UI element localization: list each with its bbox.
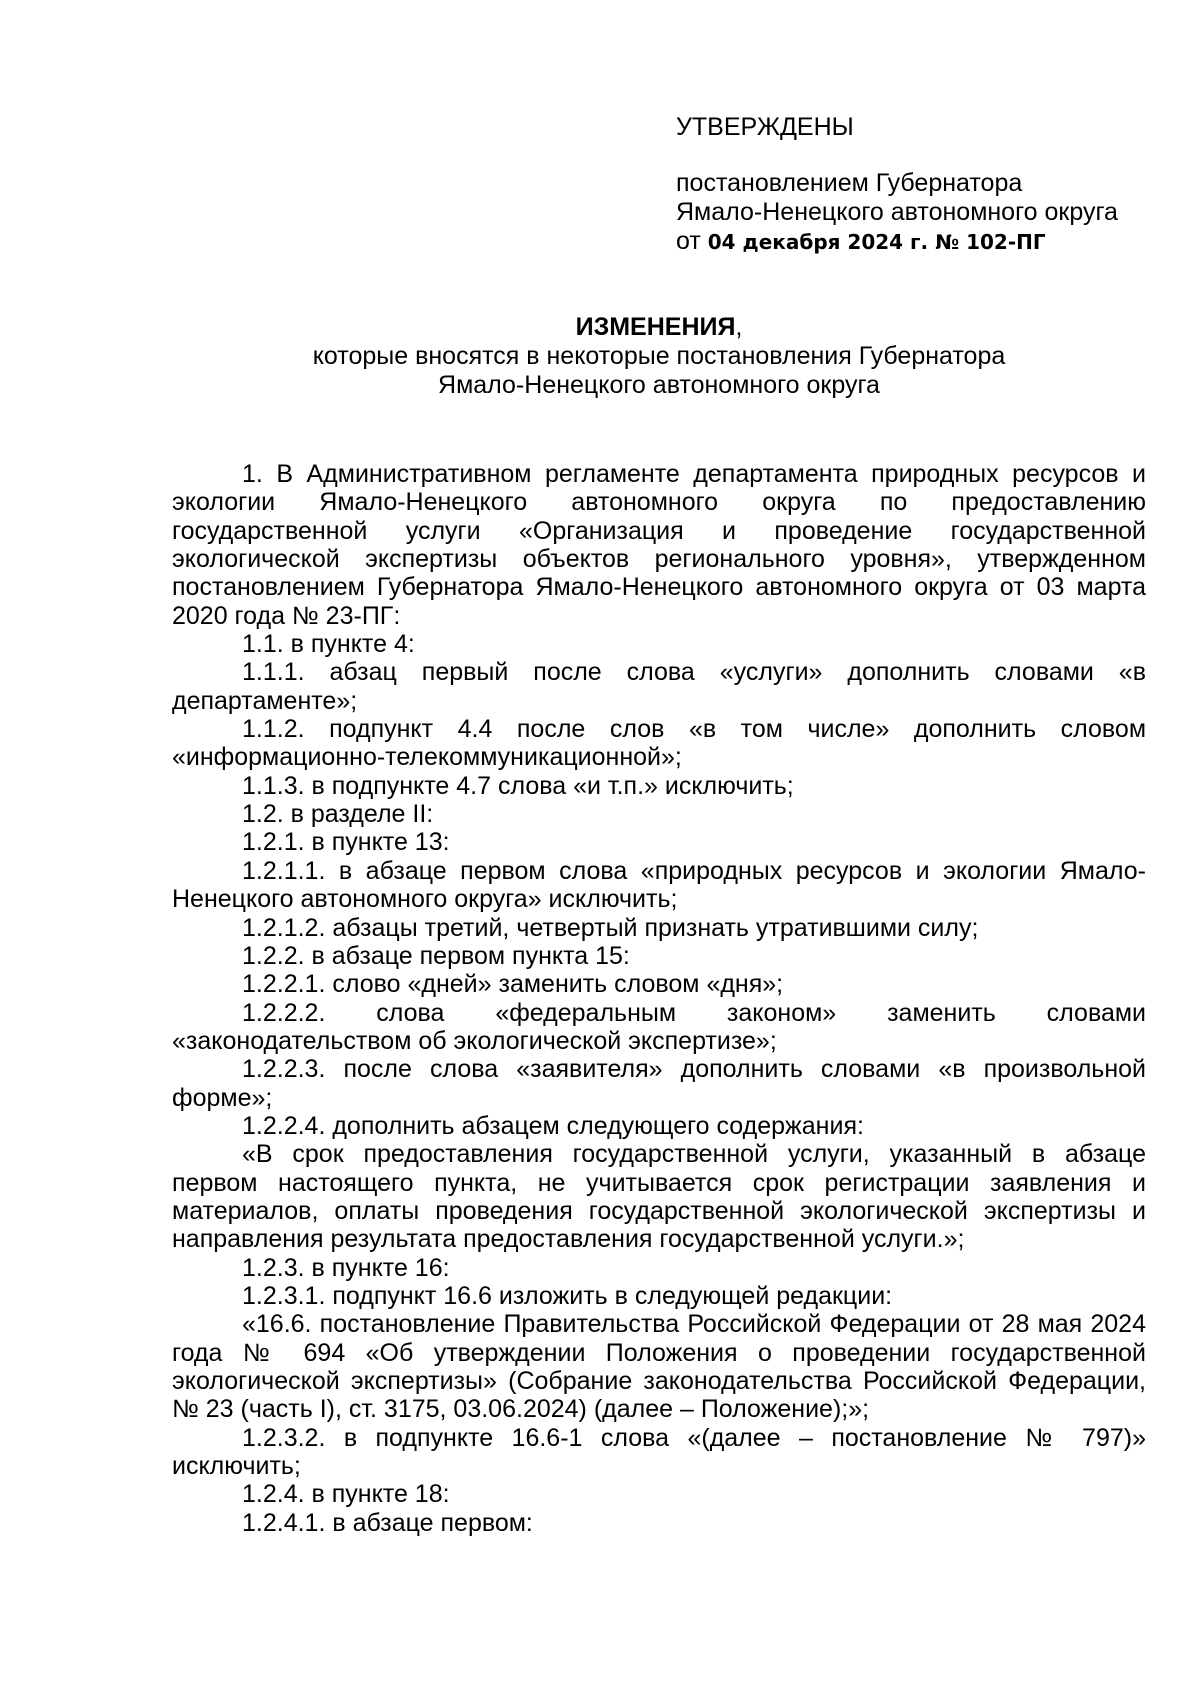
approval-heading: УТВЕРЖДЕНЫ (676, 113, 854, 141)
approval-date-prefix: от (676, 227, 708, 255)
paragraph: 1.2.4.1. в абзаце первом: (242, 1508, 533, 1537)
document-title-block (172, 313, 1146, 400)
paragraph: 1.2.4. в пункте 18: (242, 1480, 450, 1509)
approval-date-value: 04 декабря 2024 г. № 102-ПГ (707, 230, 1046, 254)
paragraph: 1.1. в пункте 4: (242, 630, 415, 659)
paragraph: «16.6. постановление Правительства Российской Федерации от 28 мая 2024 года № 694 «Об утверждении Положения о проведении государственной экологической экспертизы» (Собрание законодательства Российской Федерации, № 23 (часть I), ст. 3175, 03.06.2024) (далее – Положение);»; (172, 1310, 1146, 1424)
paragraph: 1.2.3.2. в подпункте 16.6-1 слова «(далее – постановление № 797)» исключить; (172, 1423, 1146, 1481)
paragraph: 1.2.2. в абзаце первом пункта 15: (242, 941, 630, 970)
approval-line-2: Ямало-Ненецкого автономного округа (676, 198, 1118, 226)
paragraph: 1. В Административном регламенте департамента природных ресурсов и экологии Ямало-Ненецкого автономного округа по предоставлению государственной услуги «Организация и проведение государственной экологической экспертизы объектов регионального уровня», утвержденном постановлением Губернатора Ямало-Ненецкого автономного округа от 03 марта 2020 года № 23-ПГ: (172, 460, 1146, 630)
paragraph: 1.1.1. абзац первый после слова «услуги» дополнить словами «в департаменте»; (172, 658, 1146, 715)
paragraph: 1.2.2.3. после слова «заявителя» дополнить словами «в произвольной форме»; (172, 1055, 1146, 1112)
paragraph: 1.2.3.1. подпункт 16.6 изложить в следующей редакции: (242, 1281, 893, 1310)
approval-date-line (676, 227, 1176, 257)
document-body (172, 460, 1146, 1537)
document-title-main: ИЗМЕНЕНИЯ (575, 313, 736, 341)
paragraph: 1.1.2. подпункт 4.4 после слов «в том числе» дополнить словом «информационно-телекоммуникационной»; (172, 715, 1146, 772)
document-title-comma: , (735, 313, 743, 341)
paragraph: 1.1.3. в подпункте 4.7 слова «и т.п.» исключить; (242, 771, 794, 800)
paragraph: 1.2. в разделе II: (242, 800, 434, 829)
paragraph: 1.2.2.1. слово «дней» заменить словом «дня»; (242, 970, 784, 999)
document-subtitle-1: которые вносятся в некоторые постановления Губернатора (312, 342, 1006, 370)
approval-line-1: постановлением Губернатора (676, 169, 1023, 197)
paragraph: 1.2.2.4. дополнить абзацем следующего содержания: (242, 1111, 864, 1140)
paragraph: «В срок предоставления государственной услуги, указанный в абзаце первом настоящего пункта, не учитывается срок регистрации заявления и материалов, оплаты проведения государственной экологической экспертизы и направления результата предоставления государственной услуги.»; (172, 1140, 1146, 1254)
paragraph: 1.2.1.1. в абзаце первом слова «природных ресурсов и экологии Ямало-Ненецкого автономного округа» исключить; (172, 856, 1146, 914)
paragraph: 1.2.1.2. абзацы третий, четвертый признать утратившими силу; (242, 913, 979, 942)
document-subtitle-2: Ямало-Ненецкого автономного округа (438, 371, 880, 399)
document-title (172, 313, 1146, 342)
paragraph: 1.2.3. в пункте 16: (242, 1253, 450, 1282)
approval-stamp (676, 113, 1176, 257)
paragraph: 1.2.2.2. слова «федеральным законом» заменить словами «законодательством об экологической экспертизе»; (172, 998, 1146, 1055)
paragraph: 1.2.1. в пункте 13: (242, 828, 450, 857)
